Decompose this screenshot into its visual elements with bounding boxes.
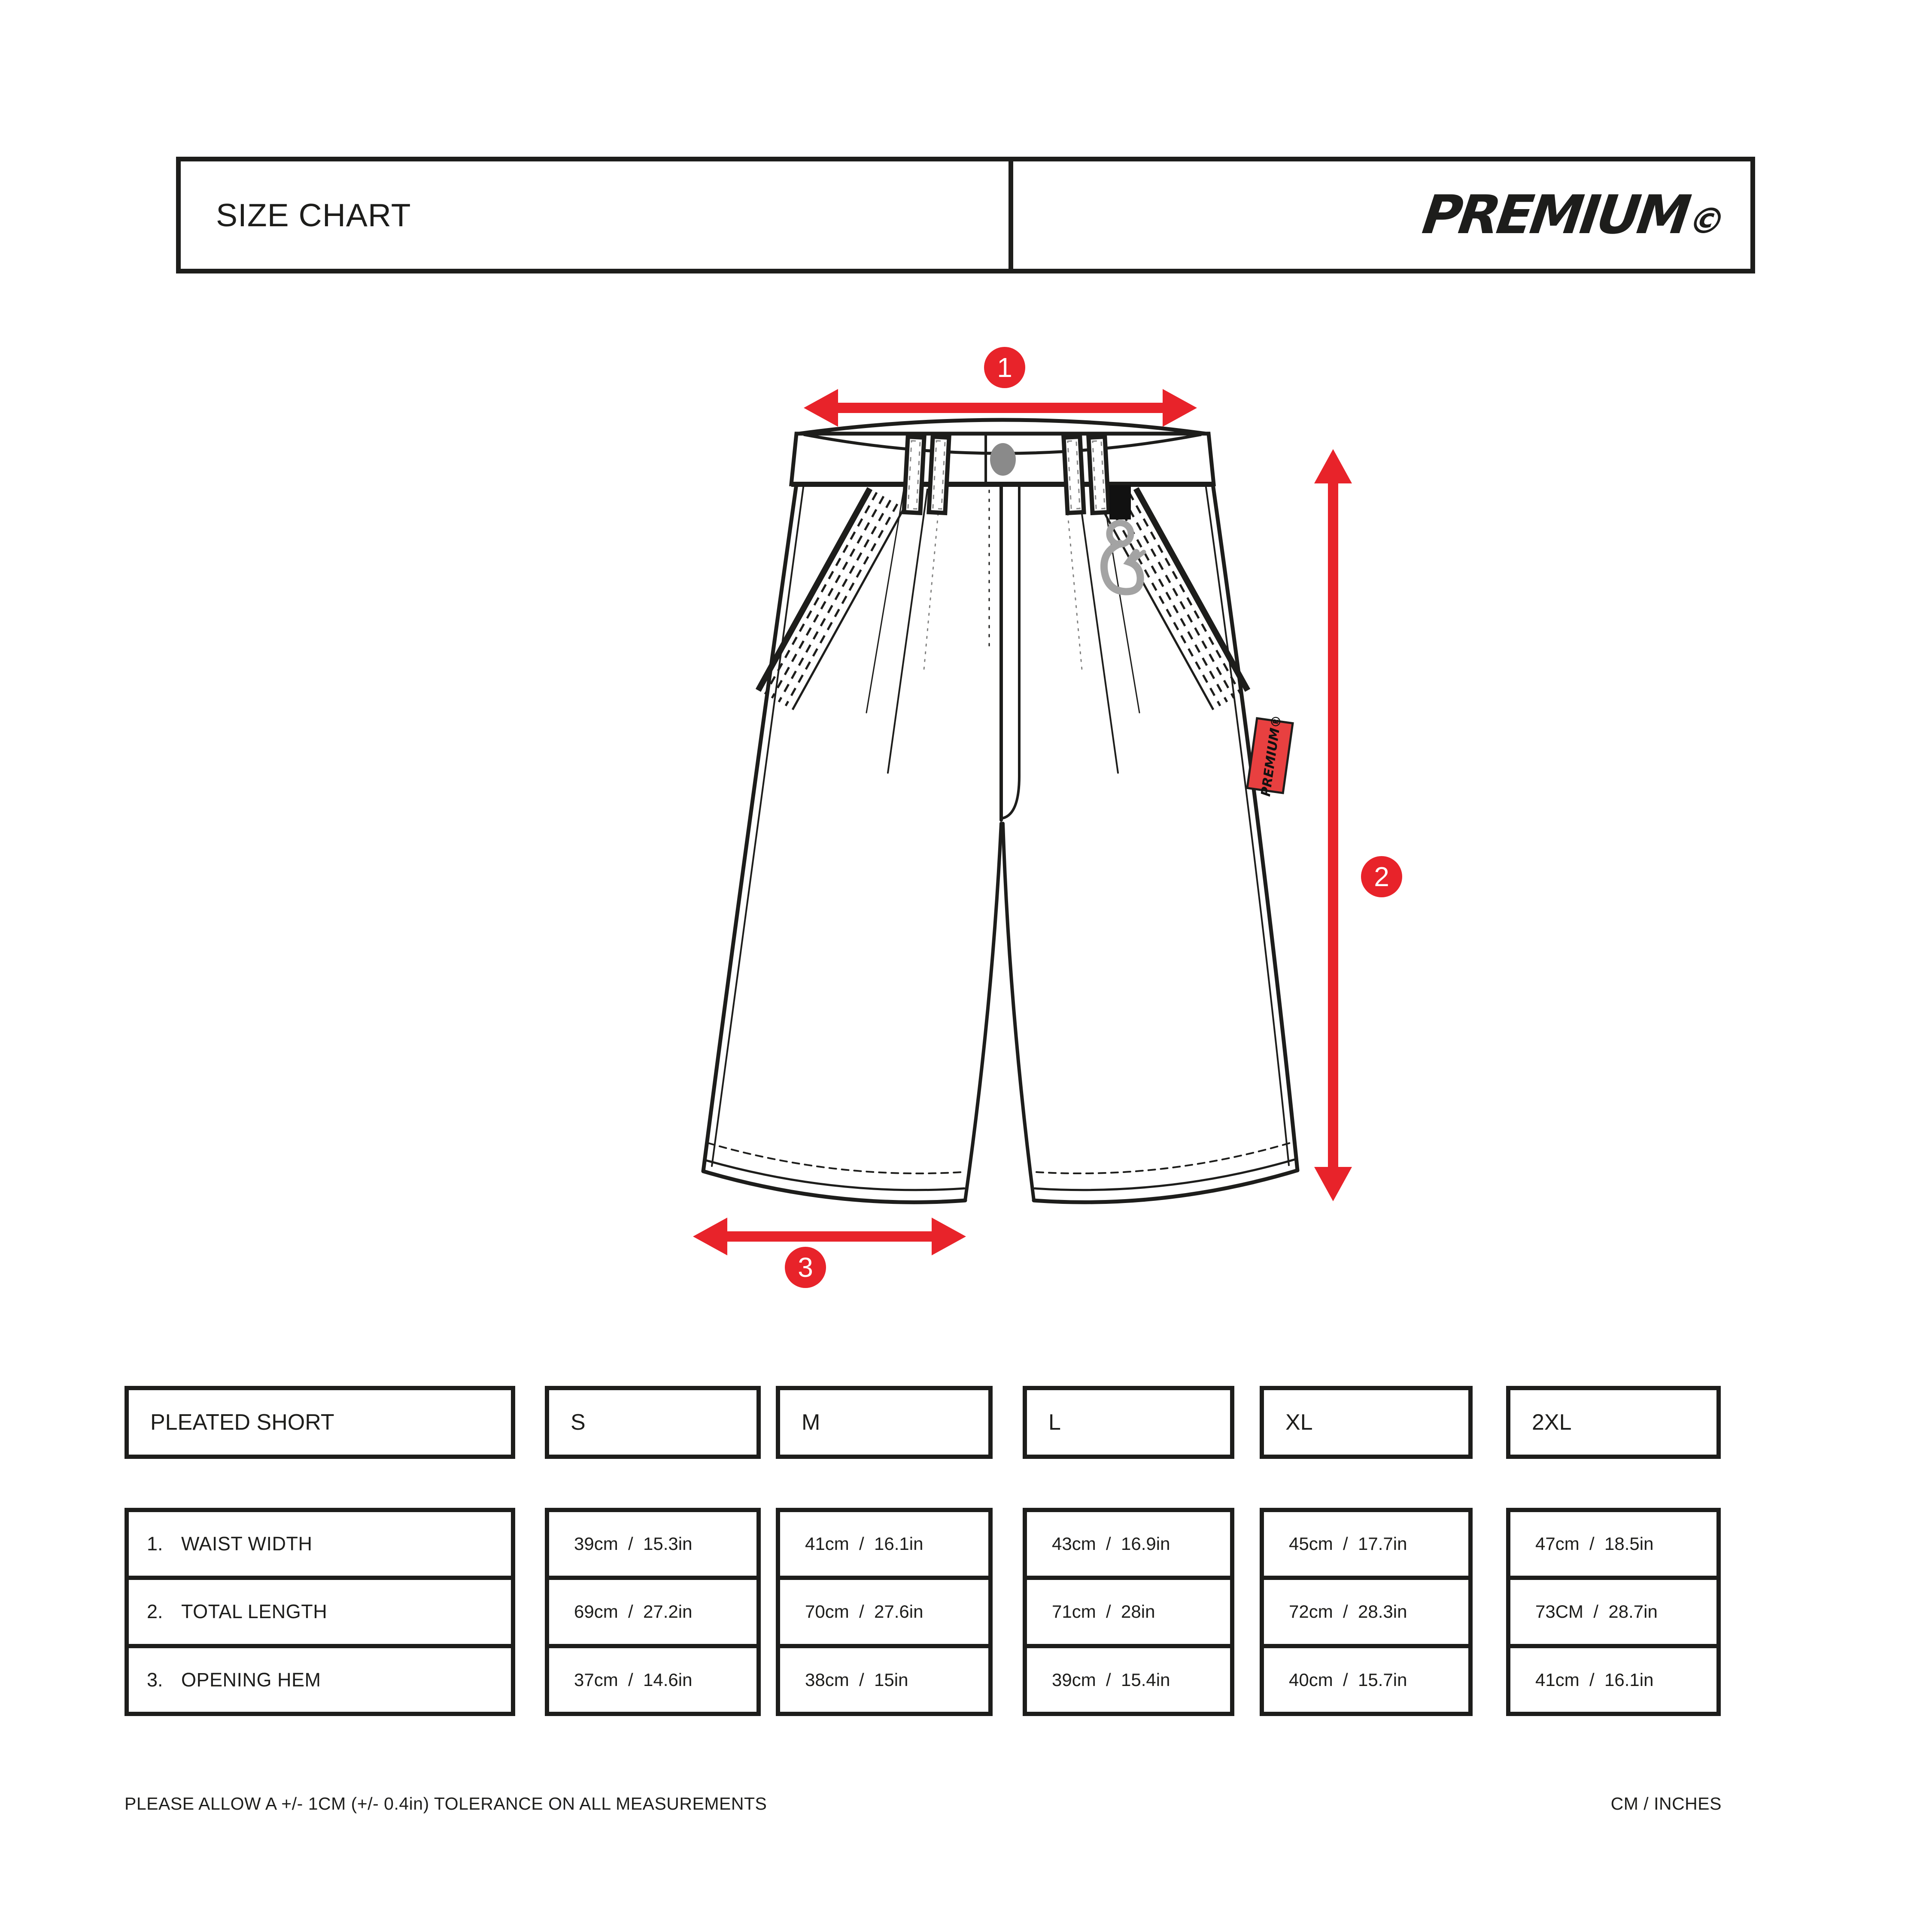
product-label: PLEATED SHORT xyxy=(150,1410,334,1435)
table-cell: 73CM / 28.7in xyxy=(1510,1576,1716,1643)
table-cell: 41cm / 16.1in xyxy=(1510,1644,1716,1712)
values-column-s xyxy=(545,1508,761,1716)
svg-text:2: 2 xyxy=(1374,861,1389,892)
waist-button xyxy=(990,443,1016,476)
lanyard-hook xyxy=(1104,485,1144,592)
table-cell: 70cm / 27.6in xyxy=(780,1576,988,1643)
values-column-l xyxy=(1023,1508,1234,1716)
label-row-opening-hem: 3. OPENING HEM xyxy=(129,1644,511,1712)
table-cell: 72cm / 28.3in xyxy=(1264,1576,1468,1643)
marker-2-badge xyxy=(1361,856,1402,897)
table-header-size-m: M xyxy=(776,1386,993,1459)
shorts-body xyxy=(703,484,1297,1202)
garment-diagram xyxy=(635,326,1451,1365)
header-brand-cell xyxy=(1013,161,1750,269)
brand-wordmark: PREMIUM xyxy=(1413,184,1698,246)
table-cell: 37cm / 14.6in xyxy=(549,1644,756,1712)
label-row-total-length: 2. TOTAL LENGTH xyxy=(129,1576,511,1643)
brand-tag-text: PREMIUM® xyxy=(1258,714,1285,798)
table-cell: 39cm / 15.4in xyxy=(1027,1644,1230,1712)
svg-text:1: 1 xyxy=(997,352,1012,383)
svg-text:3: 3 xyxy=(798,1252,813,1283)
total-length-arrow xyxy=(1314,449,1352,1201)
table-cell: 39cm / 15.3in xyxy=(574,1534,693,1554)
table-cell: 38cm / 15in xyxy=(780,1644,988,1712)
table-header-product xyxy=(125,1386,515,1459)
brand-logo xyxy=(1413,184,1737,246)
table-cell: 45cm / 17.7in xyxy=(1289,1534,1407,1554)
marker-1-badge xyxy=(984,347,1025,388)
units-label: CM / INCHES xyxy=(1610,1794,1722,1814)
table-header-size-l: L xyxy=(1023,1386,1234,1459)
header-title-cell xyxy=(181,161,1013,269)
table-cell: 47cm / 18.5in xyxy=(1535,1534,1654,1554)
opening-hem-arrow xyxy=(693,1218,966,1255)
table-cell: 40cm / 15.7in xyxy=(1264,1644,1468,1712)
table-cell: 41cm / 16.1in xyxy=(805,1534,923,1554)
table-header-size-s: S xyxy=(545,1386,761,1459)
table-cell: 69cm / 27.2in xyxy=(549,1576,756,1643)
page-title: SIZE CHART xyxy=(216,197,411,233)
table-cell: 43cm / 16.9in xyxy=(1052,1534,1170,1554)
brand-tag xyxy=(1246,713,1294,799)
values-column-m xyxy=(776,1508,993,1716)
tolerance-note: PLEASE ALLOW A +/- 1CM (+/- 0.4in) TOLERANCE ON ALL MEASUREMENTS xyxy=(125,1794,767,1814)
table-cell: 71cm / 28in xyxy=(1027,1576,1230,1643)
marker-3-badge xyxy=(785,1247,826,1288)
header xyxy=(176,157,1755,273)
values-column-2xl xyxy=(1506,1508,1721,1716)
copyright-icon: © xyxy=(1683,201,1732,242)
table-header-size-2xl: 2XL xyxy=(1506,1386,1721,1459)
label-row-waist-width: 1. WAIST WIDTH xyxy=(147,1533,313,1555)
table-header-size-xl: XL xyxy=(1260,1386,1473,1459)
measurement-labels-column xyxy=(125,1508,515,1716)
values-column-xl xyxy=(1260,1508,1473,1716)
